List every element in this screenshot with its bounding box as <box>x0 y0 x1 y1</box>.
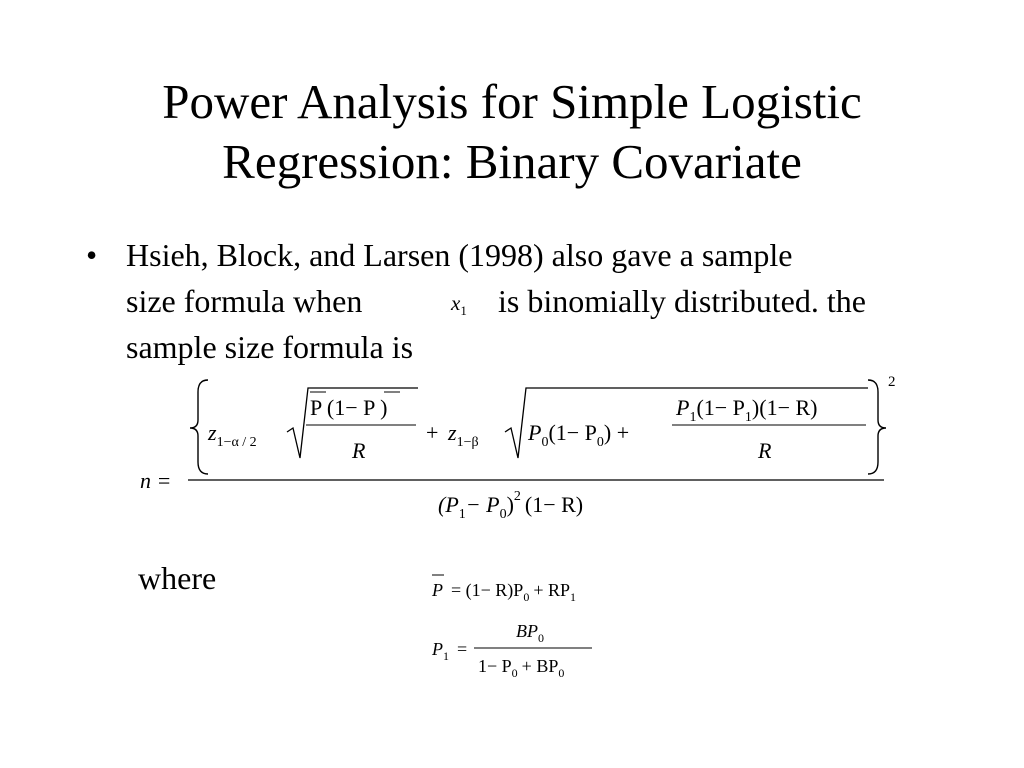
bullet-line-3: sample size formula is <box>126 329 414 365</box>
def-pbar-sub0: 0 <box>523 590 530 604</box>
z-beta <box>447 420 479 450</box>
pbar-term: P (1− P ) <box>310 395 388 420</box>
denom-minus: − P <box>465 492 500 517</box>
bullet-marker: • <box>86 237 98 273</box>
p0-paren: (1− P <box>548 420 597 445</box>
def-p1-eq: = <box>457 639 468 659</box>
def-pbar-eq: = (1− R)P <box>451 580 524 600</box>
def-pbar-plus: + RP <box>533 580 570 600</box>
p0-symbol: P <box>528 420 542 445</box>
def-num-bp: BP <box>516 621 538 641</box>
p0-term <box>527 420 629 450</box>
p0-subscript: 0 <box>541 435 549 450</box>
def-den-sub0-2: 0 <box>558 666 565 680</box>
right-brace <box>868 380 886 474</box>
def-den-a: 1− P <box>478 656 512 676</box>
definitions <box>0 560 1024 700</box>
p1-subscript-2: 1 <box>744 410 752 425</box>
denominator-r-2: R <box>758 438 772 463</box>
bullet-line-1: Hsieh, Block, and Larsen (1998) also gave a sample <box>126 237 793 273</box>
p0-close: ) + <box>603 420 630 445</box>
square-exponent: 2 <box>888 374 896 390</box>
slide-title-line-2: Regression: Binary Covariate <box>222 134 802 189</box>
bullet-line-2a: size formula when <box>126 283 363 319</box>
denom-sub1: 1 <box>458 507 466 522</box>
plus-sign: + <box>426 420 439 445</box>
def-p1-denominator <box>478 656 564 680</box>
p1-symbol: P <box>676 395 690 420</box>
denom-sub0: 0 <box>499 507 507 522</box>
def-pbar <box>431 580 576 604</box>
def-p1-sub: 1 <box>443 649 449 663</box>
p1-subscript: 1 <box>689 410 697 425</box>
p1-term <box>675 395 817 425</box>
inline-variable: x <box>451 291 461 315</box>
def-num-sub0: 0 <box>538 631 544 645</box>
def-pbar-sub1: 1 <box>569 590 576 604</box>
formula-lhs: n = <box>140 468 172 493</box>
def-p1-numerator <box>516 621 544 645</box>
def-p1-lhs <box>431 639 467 663</box>
left-brace <box>190 380 208 474</box>
p1-close: )(1− R) <box>751 395 818 420</box>
bullet-line-2b: is binomially distributed. the <box>498 283 866 319</box>
main-denominator <box>438 489 583 522</box>
def-pbar-symbol: P <box>432 580 443 600</box>
denom-exponent: 2 <box>513 489 521 504</box>
where-label: where <box>138 560 217 596</box>
def-den-sub0: 0 <box>511 666 518 680</box>
inline-variable-subscript: 1 <box>460 303 467 319</box>
z-alpha <box>207 420 257 450</box>
def-p1-symbol: P <box>432 639 443 659</box>
p1-paren: (1− P <box>696 395 745 420</box>
denom-one-minus-r: (1− R) <box>524 492 584 517</box>
z-beta-symbol: z <box>448 420 457 445</box>
denominator-r-1: R <box>352 438 366 463</box>
denom-close: ) <box>506 492 514 517</box>
def-den-b: + BP <box>521 656 559 676</box>
slide-title-line-1: Power Analysis for Simple Logistic <box>162 74 862 129</box>
z-alpha-subscript: 1−α / 2 <box>216 435 257 450</box>
p0-subscript-2: 0 <box>596 435 604 450</box>
denom-open: (P <box>438 492 459 517</box>
z-beta-subscript: 1−β <box>456 435 479 450</box>
z-alpha-symbol: z <box>208 420 217 445</box>
